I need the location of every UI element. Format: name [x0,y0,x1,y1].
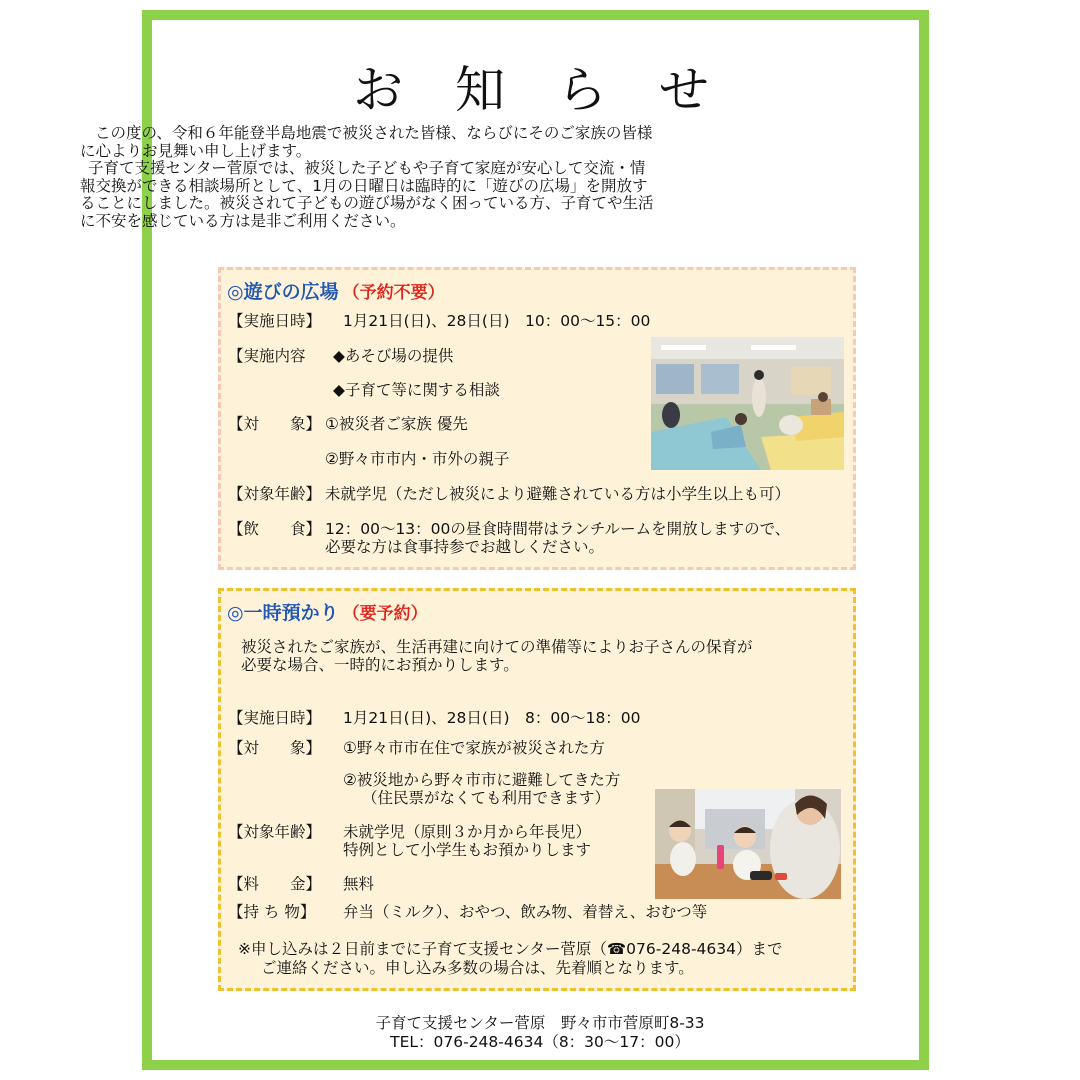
reservation-notice-line: ご連絡ください。申し込み多数の場合は、先着順となります。 [261,959,694,977]
row-label: 【料 金】 [228,875,322,893]
row-value: 無料 [343,875,375,893]
row-label: 【対 象】 [228,739,322,757]
row-value: 未就学児（ただし被災により避難されている方は小学生以上も可） [325,485,791,503]
row-value: ◆あそび場の提供 [333,347,454,365]
row-value: 1月21日(日)、28日(日) 8：00～18：00 [343,709,641,727]
description-line: 被災されたご家族が、生活再建に向けての準備等によりお子さんの保育が [241,638,753,656]
playroom-photo [651,337,844,470]
row-label: 【持 ち 物】 [228,903,316,921]
temporary-care-section [218,588,856,991]
intro-line: ることにしました。被災されて子どもの遊び場がなく困っている方、子育てや生活 [80,194,654,212]
temporary-care-heading [227,598,428,625]
intro-line: に心よりお見舞い申し上げます。 [80,141,312,160]
row-value: （住民票がなくても利用できます） [362,789,611,807]
temporary-care-title: ◎一時預かり [227,602,339,624]
play-area-note: （予約不要） [342,283,445,303]
play-area-title: ◎遊びの広場 [227,281,339,303]
row-value: ②被災地から野々市市に避難してきた方 [343,771,621,789]
row-value: 特例として小学生もお預かりします [343,841,592,859]
footer-phone: TEL：076-248-4634（8：30～17：00） [390,1033,690,1051]
row-value: 未就学児（原則３か月から年長児） [343,823,592,841]
row-label: 【実施日時】 [228,312,322,330]
intro-line: この度の、令和６年能登半島地震で被災された皆様、ならびにそのご家族の皆様 [95,124,653,142]
row-label: 【実施日時】 [228,709,322,727]
row-value: ◆子育て等に関する相談 [333,381,500,399]
play-area-heading [227,277,445,304]
row-value: 12：00～13：00の昼食時間帯はランチルームを開放しますので、 [325,520,791,538]
row-label: 【対 象】 [228,415,322,433]
row-value: 弁当（ミルク）、おやつ、飲み物、着替え、おむつ等 [343,903,708,921]
intro-line: 子育て支援センター菅原では、被災した子どもや子育て家庭が安心して交流・情 [88,159,646,177]
intro-line: に不安を感じている方は是非ご利用ください。 [80,211,406,230]
row-value: 必要な方は食事持参でお越しください。 [325,538,605,556]
intro-line: 報交換ができる相談場所として、1月の日曜日は臨時的に「遊びの広場」を開放す [80,176,648,195]
temporary-care-note: （要予約） [342,604,428,624]
description-line: 必要な場合、一時的にお預かりします。 [241,656,519,674]
children-photo [655,789,841,899]
row-label: 【実施内容 [228,347,306,365]
play-area-section [218,267,856,570]
reservation-notice-line: ※申し込みは２日前までに子育て支援センター菅原（☎076-248-4634）まで [238,940,783,958]
row-value: ②野々市市内・市外の親子 [325,450,510,468]
row-label: 【飲 食】 [228,520,322,538]
page-title: お 知 ら せ [353,61,727,119]
row-value: ①被災者ご家族 優先 [325,415,468,433]
footer-address: 子育て支援センター菅原 野々市市菅原町8-33 [375,1014,705,1032]
intro-text [80,125,720,230]
row-value: 1月21日(日)、28日(日) 10：00～15：00 [343,312,651,330]
row-label: 【対象年齢】 [228,823,322,841]
row-value: ①野々市市在住で家族が被災された方 [343,739,605,757]
row-label: 【対象年齢】 [228,485,322,503]
